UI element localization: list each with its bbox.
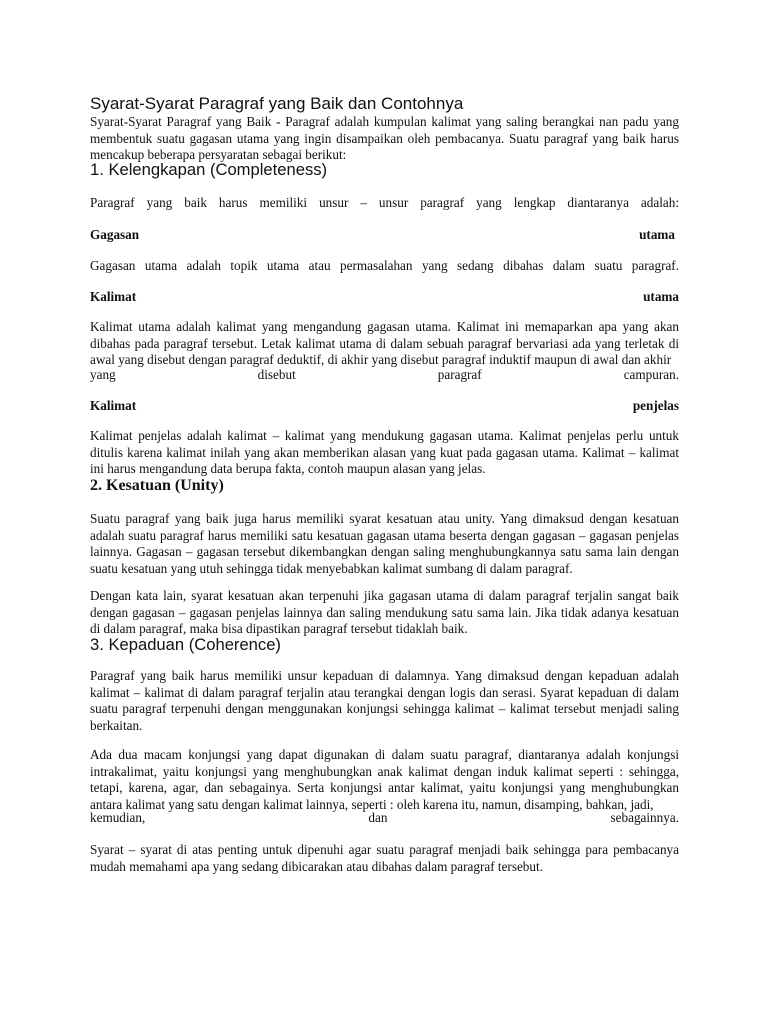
subheading-right: utama — [643, 289, 679, 304]
completeness-lead: Paragraf yang baik harus memiliki unsur – unsur paragraf yang lengkap diantaranya adalah: — [90, 195, 679, 210]
section-heading-completeness: 1. Kelengkapan (Completeness) — [90, 160, 328, 179]
kalimat-utama-text-end: yang disebut paragraf campuran. — [90, 367, 679, 382]
coherence-paragraph-1: Paragraf yang baik harus memiliki unsur kepaduan di dalamnya. Yang dimaksud dengan kepaduan adalah kalimat – kalimat di dalam paragraf terjalin atau terangkai dengan logis dan serasi. Syarat kepaduan di dalam suatu paragraf terpenuhi dengan menggunakan konjungsi sehingga kalimat – kalimat tersebut menjadi saling berkaitan. — [90, 668, 679, 733]
document-title: Syarat-Syarat Paragraf yang Baik dan Contohnya — [90, 94, 464, 113]
coherence-paragraph-2-end: kemudian, dan sebagainnya. — [90, 810, 679, 825]
subheading-left: Kalimat — [90, 289, 137, 304]
intro-paragraph: Syarat-Syarat Paragraf yang Baik - Paragraf adalah kumpulan kalimat yang saling berangkai nan padu yang membentuk suatu gagasan utama yang ingin disampaikan oleh pembacanya. Suatu paragraf yang baik harus mencakup beberapa persyaratan sebagai berikut: — [90, 114, 679, 163]
section-heading-unity: 2. Kesatuan (Unity) — [90, 477, 224, 494]
subheading-gagasan-utama — [90, 227, 679, 244]
subheading-right: penjelas — [632, 398, 679, 413]
gagasan-utama-text: Gagasan utama adalah topik utama atau permasalahan yang sedang dibahas dalam suatu paragraf. — [90, 258, 679, 273]
subheading-left: Kalimat — [90, 398, 137, 413]
section-heading-coherence: 3. Kepaduan (Coherence) — [90, 635, 281, 654]
unity-paragraph-2: Dengan kata lain, syarat kesatuan akan terpenuhi jika gagasan utama di dalam paragraf terjalin sangat baik dengan gagasan – gagasan penjelas lainnya dan saling mendukung satu sama lain. Jika tidak adanya kesatuan di dalam paragraf, maka bisa dipastikan paragraf tersebut tidaklah baik. — [90, 588, 679, 637]
unity-paragraph-1: Suatu paragraf yang baik juga harus memiliki syarat kesatuan atau unity. Yang dimaksud dengan kesatuan adalah suatu paragraf harus memiliki satu kesatuan gagasan utama beserta dengan gagasan – gagasan penjelas lainnya. Gagasan – gagasan tersebut dikembangkan dengan saling menghubungkannya satu sama lain dengan suatu kesatuan yang utuh sehingga tidak menyebabkan kalimat sumbang di dalam paragraf. — [90, 511, 679, 576]
subheading-kalimat-utama — [90, 289, 679, 306]
coherence-paragraph-3: Syarat – syarat di atas penting untuk dipenuhi agar suatu paragraf menjadi baik sehingga para pembacanya mudah memahami apa yang sedang dibicarakan atau dibahas dalam paragraf tersebut. — [90, 842, 679, 874]
coherence-paragraph-2: Ada dua macam konjungsi yang dapat digunakan di dalam suatu paragraf, diantaranya adalah konjungsi intrakalimat, yaitu konjungsi yang menghubungkan anak kalimat dengan induk kalimat seperti : sehingga, tetapi, karena, agar, dan sebagainya. Serta konjungsi antar kalimat, yaitu konjungsi yang menghubungkan antara kalimat yang satu dengan kalimat lainnya, seperti : oleh karena itu, namun, disamping, bahkan, jadi, — [90, 747, 679, 812]
subheading-kalimat-penjelas — [90, 398, 679, 415]
subheading-left: Gagasan — [90, 227, 140, 242]
subheading-right: utama — [639, 227, 675, 242]
kalimat-penjelas-text: Kalimat penjelas adalah kalimat – kalimat yang mendukung gagasan utama. Kalimat penjelas perlu untuk ditulis karena kalimat inilah yang akan memberikan alasan yang kuat pada gagasan utama. Kalimat – kalimat ini harus mengandung data berupa fakta, contoh maupun alasan yang jelas. — [90, 428, 679, 477]
kalimat-utama-text: Kalimat utama adalah kalimat yang mengandung gagasan utama. Kalimat ini memaparkan apa yang akan dibahas pada paragraf tersebut. Letak kalimat utama di dalam sebuah paragraf bervariasi ada yang terletak di awal yang disebut dengan paragraf deduktif, di akhir yang disebut paragraf induktif maupun di awal dan akhir — [90, 319, 679, 368]
